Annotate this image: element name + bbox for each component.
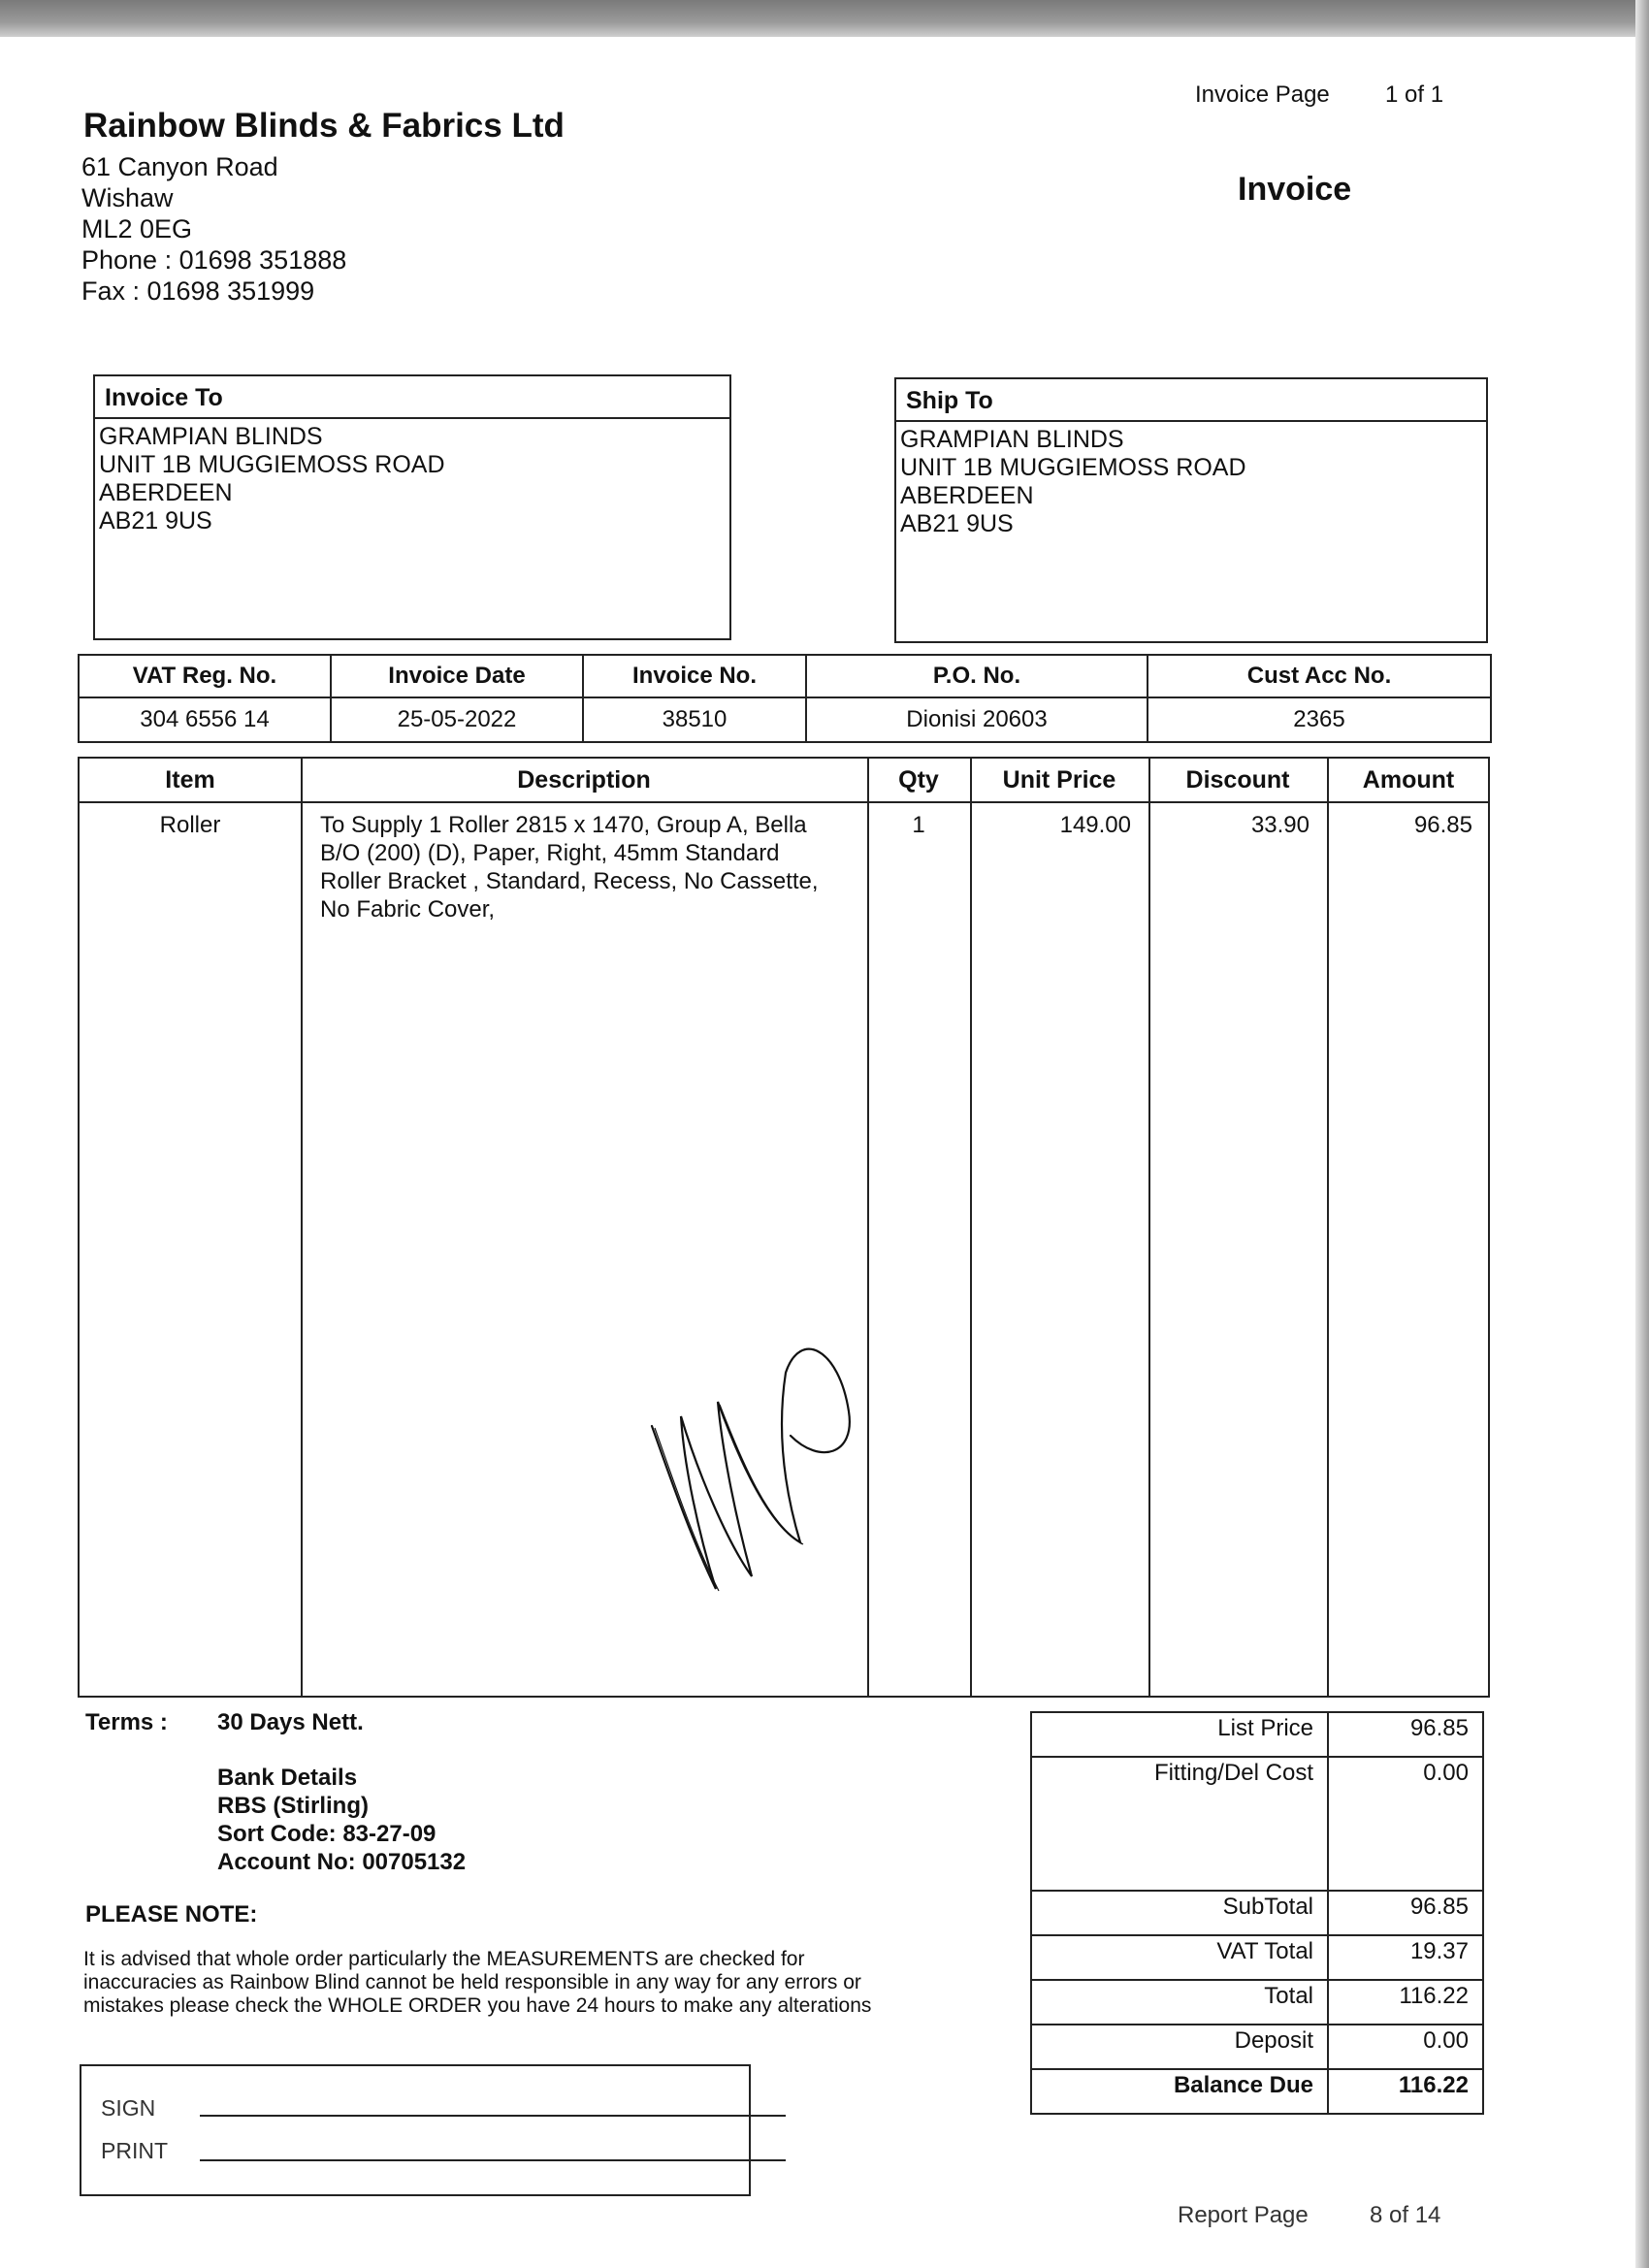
vat-reg-value: 304 6556 14 [79,697,331,742]
discount-cell: 33.90 [1250,812,1310,838]
print-label: PRINT [101,2138,168,2163]
scan-edge-right [1635,0,1649,2268]
invoice-date-header: Invoice Date [331,655,583,697]
please-note-text [83,1948,986,2018]
address-line: ABERDEEN [900,482,1034,509]
invoice-no-value: 38510 [583,697,806,742]
description-cell [320,811,863,923]
fitting-del-cost-value: 0.00 [1328,1757,1483,1891]
handwritten-initials-signature [630,1319,883,1610]
invoice-to-header: Invoice To [95,376,729,419]
note-line: inaccuracies as Rainbow Blind cannot be held responsible in any way for any errors or [83,1971,861,1993]
unit-price-column-header: Unit Price [1002,766,1116,794]
account-number: Account No: 00705132 [217,1849,467,1875]
company-address [81,151,346,307]
invoice-to-box [93,374,731,640]
column-divider [1327,759,1329,1696]
list-price-label: List Price [1031,1712,1328,1757]
company-name: Rainbow Blinds & Fabrics Ltd [83,107,565,145]
ship-to-address [896,422,1486,538]
report-page-label: Report Page [1178,2202,1309,2228]
po-no-value: Dionisi 20603 [806,697,1148,742]
address-line: AB21 9US [900,510,1014,537]
description-line: To Supply 1 Roller 2815 x 1470, Group A, Bella [320,812,807,838]
subtotal-value: 96.85 [1328,1891,1483,1935]
subtotal-label: SubTotal [1031,1891,1328,1935]
ship-to-box [894,377,1488,643]
document-title: Invoice [1238,171,1352,208]
address-line: UNIT 1B MUGGIEMOSS ROAD [900,454,1246,481]
column-divider [301,759,303,1696]
qty-cell: 1 [912,812,925,838]
vat-reg-header: VAT Reg. No. [79,655,331,697]
terms-value: 30 Days Nett. [217,1709,364,1735]
deposit-label: Deposit [1031,2025,1328,2069]
column-divider [970,759,972,1696]
cust-acc-header: Cust Acc No. [1148,655,1491,697]
address-line: ML2 0EG [81,214,193,243]
address-line: GRAMPIAN BLINDS [99,423,323,450]
column-divider [1148,759,1150,1696]
description-line: B/O (200) (D), Paper, Right, 45mm Standard [320,840,780,866]
totals-table [1030,1711,1484,2115]
address-line: Wishaw [81,183,174,212]
unit-price-cell: 149.00 [1059,812,1131,838]
phone: Phone : 01698 351888 [81,245,347,275]
bank-name: RBS (Stirling) [217,1793,369,1819]
description-line: Roller Bracket , Standard, Recess, No Cassette, [320,868,819,894]
total-value: 116.22 [1328,1980,1483,2025]
please-note-heading: PLEASE NOTE: [85,1901,258,1928]
qty-column-header: Qty [898,766,939,794]
balance-due-label: Balance Due [1031,2069,1328,2114]
invoice-info-table [78,654,1492,743]
vat-total-label: VAT Total [1031,1935,1328,1980]
print-line[interactable] [200,2159,786,2161]
amount-column-header: Amount [1362,766,1455,794]
vat-total-value: 19.37 [1328,1935,1483,1980]
po-no-header: P.O. No. [806,655,1148,697]
ship-to-header: Ship To [896,379,1486,422]
address-line: AB21 9US [99,507,212,535]
fax: Fax : 01698 351999 [81,276,315,306]
sign-print-box [80,2064,751,2196]
address-line: UNIT 1B MUGGIEMOSS ROAD [99,451,445,478]
cust-acc-value: 2365 [1148,697,1491,742]
bank-details-heading: Bank Details [217,1765,358,1791]
invoice-date-value: 25-05-2022 [331,697,583,742]
discount-column-header: Discount [1185,766,1290,794]
address-line: GRAMPIAN BLINDS [900,426,1124,453]
sign-line[interactable] [200,2115,786,2117]
note-line: It is advised that whole order particularly the MEASUREMENTS are checked for [83,1948,805,1970]
invoice-to-address [95,419,729,535]
note-line: mistakes please check the WHOLE ORDER you have 24 hours to make any alterations [83,1994,872,2017]
bank-details [217,1764,466,1876]
list-price-value: 96.85 [1328,1712,1483,1757]
description-line: No Fabric Cover, [320,896,496,923]
invoice-page-value: 1 of 1 [1385,81,1444,108]
address-line: ABERDEEN [99,479,233,506]
terms-label: Terms : [85,1709,168,1735]
item-cell: Roller [159,812,221,838]
header-divider [80,801,1488,803]
report-page-value: 8 of 14 [1370,2202,1441,2228]
sign-label: SIGN [101,2095,156,2121]
total-label: Total [1031,1980,1328,2025]
balance-due-value: 116.22 [1328,2069,1483,2114]
invoice-no-header: Invoice No. [583,655,806,697]
fitting-del-cost-label: Fitting/Del Cost [1031,1757,1328,1891]
address-line: 61 Canyon Road [81,152,278,181]
description-column-header: Description [517,766,651,794]
invoice-page-label: Invoice Page [1195,81,1330,108]
scan-edge-top [0,0,1649,37]
sort-code: Sort Code: 83-27-09 [217,1821,436,1847]
amount-cell: 96.85 [1413,812,1472,838]
item-column-header: Item [165,766,215,794]
deposit-value: 0.00 [1328,2025,1483,2069]
